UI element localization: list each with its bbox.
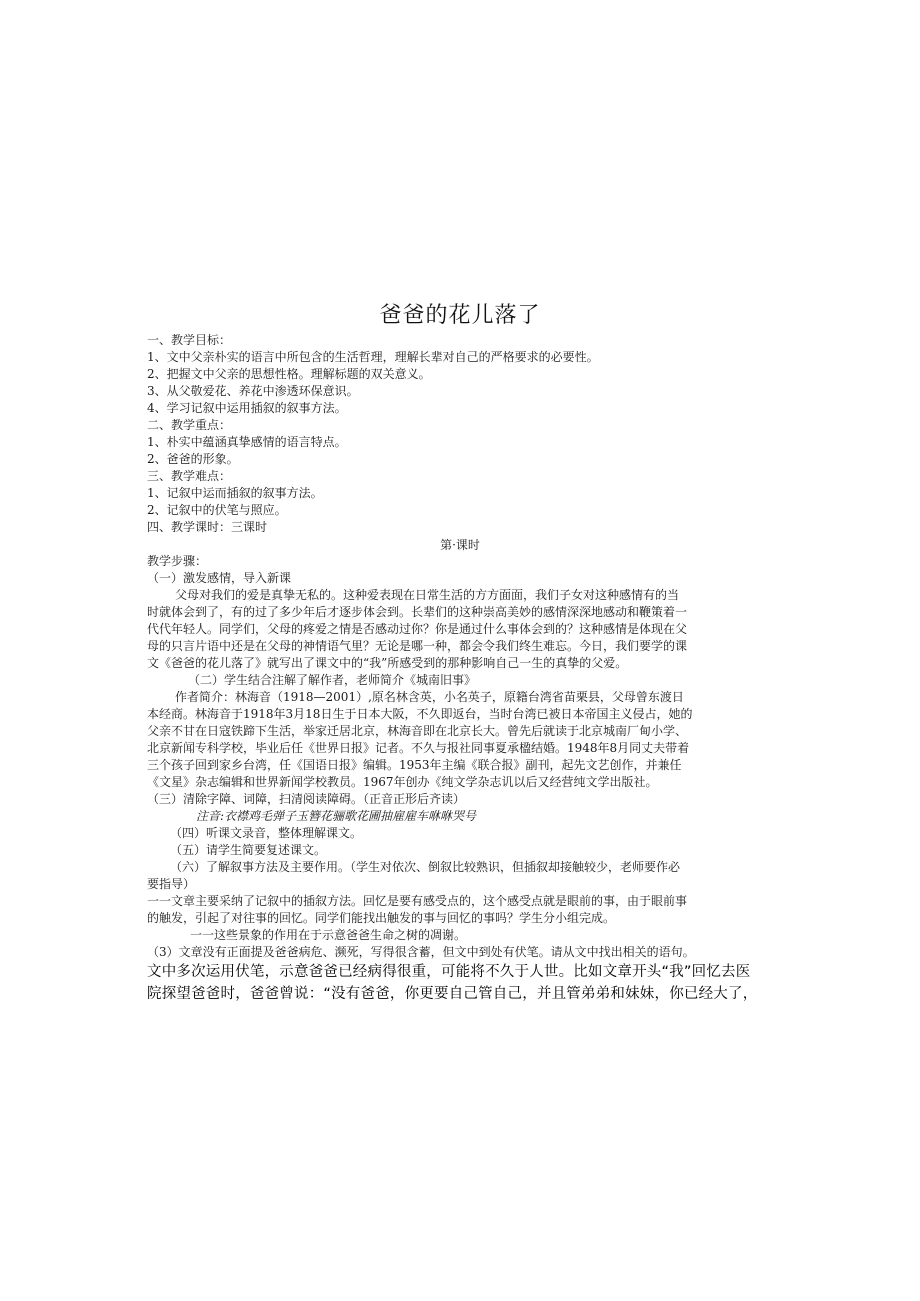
text-line: 父母对我们的爱是真挚无私的。这种爱表现在日常生活的方方面面，我们子女对这种感情有的当: [175, 588, 680, 602]
step-heading: （六）了解叙事方法及主要作用。（学生对依次、倒叙比较熟识，但插叙却接触较少，老师要作必: [170, 860, 681, 874]
text-line: 1、朴实中蕴涵真挚感情的语言特点。: [147, 435, 347, 449]
text-line: 2、把握文中父亲的思想性格。理解标题的双关意义。: [147, 367, 431, 381]
text-line: 文《爸爸的花儿落了》就写出了课文中的“我”所感受到的那种影响自己一生的真挚的父爱。: [147, 656, 628, 670]
text-line: 时就体会到了，有的过了多少年后才逐步体会到。长辈们的这种崇高美妙的感情深深地感动和鞭策着一: [147, 605, 688, 619]
text-line: 的触发，引起了对往事的回忆。同学们能找出触发的事与回忆的事吗？学生分小组完成。: [147, 911, 616, 925]
text-line: 代代年轻人。同学们，父母的疼爱之情是否感动过你？你是通过什么事体会到的？这种感情是体现在父: [147, 622, 688, 636]
text-line: 《文星》杂志编辑和世界新闻学校教员。1967年创办《纯文学杂志讥以后又经营纯文学出版社。: [147, 775, 658, 789]
pronunciation-note: 注音:衣襟鸡毛弹子玉簪花骊歌花圃抽雇雇车咻咻哭号: [196, 809, 477, 823]
section-heading-key-points: 二、教学重点：: [147, 418, 232, 432]
text-line: 一一文章主要采纳了记叙中的插叙方法。回忆是要有感受点的，这个感受点就是眼前的事，由于眼前事: [147, 894, 688, 908]
text-line: 本经商。林海音于1918年3月18日生于日本大阪，不久即返台，当时台湾已被日本帝国主义侵占，她的: [147, 707, 693, 721]
text-line: 2、记叙中的伏笔与照应。: [147, 503, 287, 517]
step-heading: （一）激发感情，导入新课: [147, 571, 292, 585]
page-title: 爸爸的花儿落了: [379, 303, 541, 328]
text-line: 要指导）: [147, 877, 196, 891]
section-heading-steps: 教学步骤：: [147, 554, 208, 568]
text-line: 父亲不甘在日寇铁蹄下生活，举家迁居北京，林海音即在北京长大。曾先后就读于北京城南厂甸小学、: [147, 724, 688, 738]
section-heading-difficulties: 三、教学难点：: [147, 469, 232, 483]
step-heading: （五）请学生简要复述课文。: [170, 843, 327, 857]
text-line: 1、记叙中运而插叙的叙事方法。: [147, 486, 323, 500]
text-line: 北京新闻专科学校，毕业后任《世界日报》记者。不久与报社同事夏承楹结婚。1948年8月同丈夫带着: [147, 741, 690, 755]
section-heading-objectives: 一、教学目标：: [147, 333, 232, 347]
emphasized-text-line: 文中多次运用伏笔，示意爸爸已经病得很重，可能将不久于人世。比如文章开头“我”回忆去医: [147, 964, 751, 980]
step-heading: （三）清除字障、词障，扫清阅读障碍。（正音正形后齐读）: [147, 792, 466, 806]
section-heading-periods: 四、教学课时：三课时: [147, 520, 268, 534]
emphasized-text-line: 院探望爸爸时，爸爸曾说：“没有爸爸，你更要自己管自己，并且管弟弟和妹妹，你已经大了，: [147, 986, 758, 1002]
text-line: 作者简介：林海音（1918—2001）,原名林含英，小名英子，原籍台湾省苗栗县，父母曾东渡日: [175, 690, 684, 704]
text-line: 母的只言片语中还是在父母的神情语气里？无论是哪一种，都会令我们终生难忘。今日，我们要学的课: [147, 639, 688, 653]
text-line: 4、学习记叙中运用插叙的叙事方法。: [147, 401, 347, 415]
step-heading: （四）听课文录音，整体理解课文。: [170, 826, 363, 840]
step-heading: （二）学生结合注解了解作者，老师简介《城南旧事》: [188, 673, 477, 687]
text-line: 一一这些景象的作用在于示意爸爸生命之树的凋谢。: [190, 928, 467, 942]
lesson-period-heading: 第·课时: [440, 538, 480, 552]
text-line: 三个孩子回到家乡台湾，任《国语日报》编辑。1953年主编《联合报》副刊，起先文艺创作，并兼任: [147, 758, 682, 772]
text-line: 3、从父敬爱花、养花中渗透环保意识。: [147, 384, 359, 398]
text-line: （3）文章没有正面提及爸爸病危、濒死，写得很含蓄，但文中到处有伏笔。请从文中找出相关的语句。: [147, 945, 695, 959]
text-line: 2、爸爸的形象。: [147, 452, 239, 466]
text-line: 1、文中父亲朴实的语言中所包含的生活哲理，理解长辈对自己的严格要求的必要性。: [147, 350, 599, 364]
